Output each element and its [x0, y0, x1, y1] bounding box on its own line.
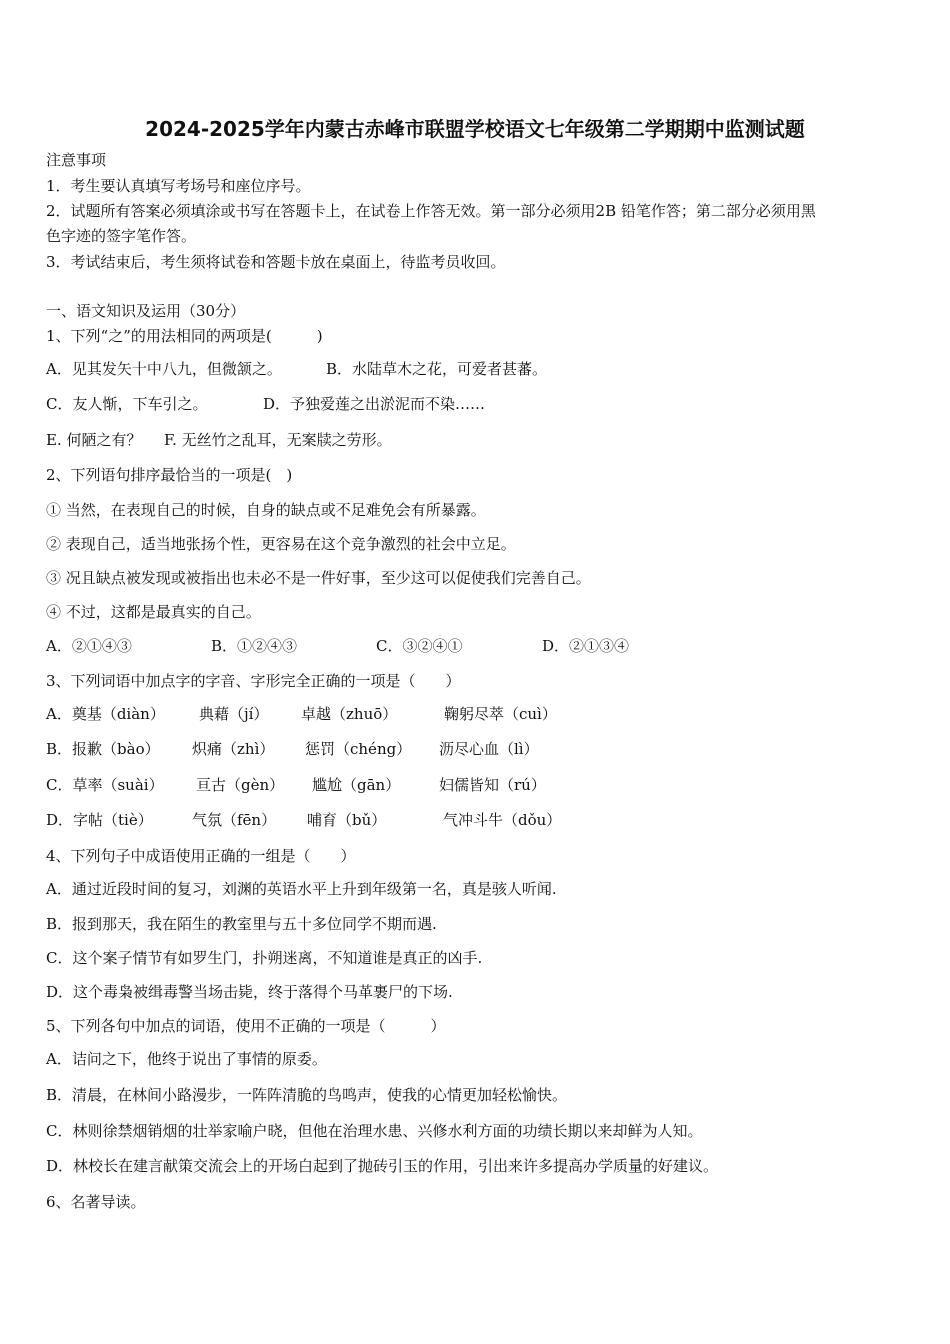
- option: A．奠基（diàn）: [46, 705, 165, 723]
- sentence: ① 当然，在表现自己的时候，自身的缺点或不足难免会有所暴露。: [46, 501, 486, 519]
- option: A．通过近段时间的复习，刘渊的英语水平上升到年级第一名，真是骇人听闻.: [46, 880, 557, 898]
- question-stem: 6、名著导读。: [46, 1193, 146, 1211]
- option: D．②①③④: [542, 637, 630, 655]
- option: D．字帖（tiè）: [46, 811, 153, 829]
- sentence: ③ 况且缺点被发现或被指出也未必不是一件好事，至少这可以促使我们完善自己。: [46, 569, 591, 587]
- notice-item: 2．试题所有答案必须填涂或书写在答题卡上，在试卷上作答无效。第一部分必须用2B 铅笔作答；第二部分必须用黑: [46, 202, 816, 220]
- question-stem: 3、下列词语中加点字的字音、字形完全正确的一项是（ ）: [46, 672, 461, 690]
- word: 典藉（jí）: [199, 705, 269, 723]
- option: C．③②④①: [376, 637, 463, 655]
- option: D．林校长在建言献策交流会上的开场白起到了抛砖引玉的作用，引出来许多提高办学质量的好建议。: [46, 1157, 719, 1175]
- word: 亘古（gèn）: [196, 776, 285, 794]
- option: D．这个毒枭被缉毒警当场击毙，终于落得个马革裹尸的下场.: [46, 983, 453, 1001]
- option-row: [46, 430, 906, 450]
- option: C．林则徐禁烟销烟的壮举家喻户晓，但他在治理水患、兴修水利方面的功绩长期以来却鲜为人知。: [46, 1122, 703, 1140]
- option: A．②①④③: [46, 637, 132, 655]
- option: B．清晨，在林间小路漫步，一阵阵清脆的鸟鸣声，使我的心情更加轻松愉快。: [46, 1086, 568, 1104]
- option: A．见其发矢十中八九，但微颔之。: [46, 360, 282, 378]
- word: 沥尽心血（lì）: [439, 740, 539, 758]
- option: B．①②④③: [211, 637, 298, 655]
- sentence: ② 表现自己，适当地张扬个性，更容易在这个竞争激烈的社会中立足。: [46, 535, 516, 553]
- notice-item: 1．考生要认真填写考场号和座位序号。: [46, 177, 311, 195]
- option: B．水陆草木之花，可爱者甚蕃。: [326, 360, 548, 378]
- section-heading: 一、语文知识及运用（30分）: [46, 302, 246, 320]
- word: 气氛（fēn）: [192, 811, 277, 829]
- notice-item: 3．考试结束后，考生须将试卷和答题卡放在桌面上，待监考员收回。: [46, 253, 506, 271]
- question-stem: 1、下列“之”的用法相同的两项是( ): [46, 327, 323, 345]
- option: C．草率（suài）: [46, 776, 164, 794]
- option-row: [46, 775, 906, 795]
- word: 尴尬（gān）: [312, 776, 401, 794]
- word: 哺育（bǔ）: [307, 811, 387, 829]
- option: B．报到那天，我在陌生的教室里与五十多位同学不期而遇.: [46, 915, 437, 933]
- option: A．诘问之下，他终于说出了事情的原委。: [46, 1050, 327, 1068]
- option: F. 无丝竹之乱耳，无案牍之劳形。: [164, 431, 392, 449]
- notice-item: 色字迹的签字笔作答。: [46, 227, 197, 245]
- option: B．报歉（bào）: [46, 740, 160, 758]
- page-title: 2024-2025学年内蒙古赤峰市联盟学校语文七年级第二学期期中监测试题: [145, 117, 805, 141]
- sentence: ④ 不过，这都是最真实的自己。: [46, 603, 261, 621]
- option-row: [46, 359, 906, 379]
- word: 卓越（zhuō）: [301, 705, 398, 723]
- question-stem: 4、下列句子中成语使用正确的一组是（ ）: [46, 847, 356, 865]
- option-row: [46, 394, 906, 414]
- option: C．这个案子情节有如罗生门，扑朔迷离，不知道谁是真正的凶手.: [46, 949, 483, 967]
- word: 鞠躬尽萃（cuì）: [444, 705, 557, 723]
- option-row: [46, 739, 906, 759]
- word: 惩罚（chéng）: [305, 740, 412, 758]
- option-row: [46, 810, 906, 830]
- word: 妇儒皆知（rú）: [439, 776, 546, 794]
- word: 炽痛（zhì）: [192, 740, 275, 758]
- option: D．予独爱莲之出淤泥而不染……: [263, 395, 486, 413]
- option: E. 何陋之有？: [46, 431, 142, 449]
- option-row: [46, 636, 906, 656]
- word: 气冲斗牛（dǒu）: [443, 811, 562, 829]
- notice-heading: 注意事项: [46, 151, 107, 169]
- option: C．友人惭，下车引之。: [46, 395, 208, 413]
- question-stem: 5、下列各句中加点的词语，使用不正确的一项是（ ）: [46, 1017, 446, 1035]
- option-row: [46, 704, 906, 724]
- question-stem: 2、下列语句排序最恰当的一项是( ): [46, 466, 293, 484]
